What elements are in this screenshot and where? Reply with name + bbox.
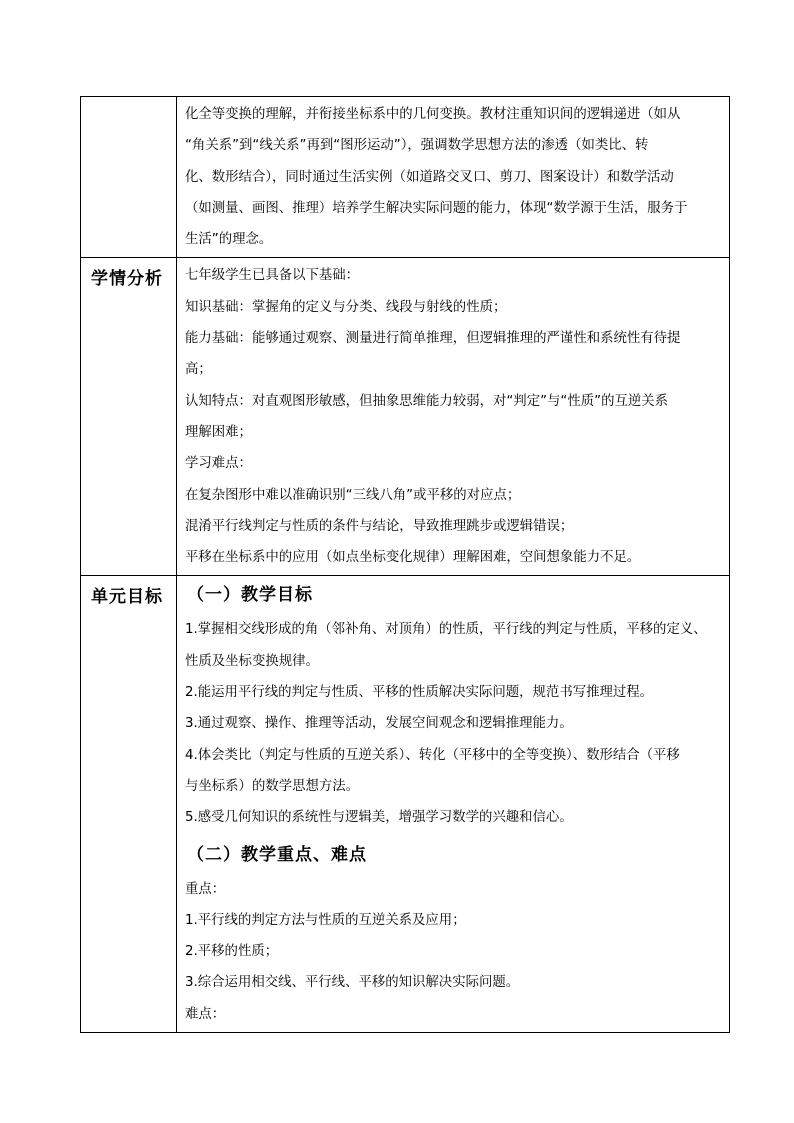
row-content-cell — [177, 258, 730, 576]
textbook-analysis-text — [177, 97, 729, 257]
objective-line: 性质及坐标变换规律。 — [185, 653, 319, 669]
text-line: 知识基础：掌握角的定义与分类、线段与射线的性质； — [185, 299, 507, 315]
objective-line: 3.通过观察、操作、推理等活动，发展空间观念和逻辑推理能力。 — [185, 716, 573, 732]
objective-line: 4.体会类比（判定与性质的互逆关系）、转化（平移中的全等变换）、数形结合（平移 — [185, 747, 680, 763]
text-line: 能力基础：能够通过观察、测量进行简单推理，但逻辑推理的严谨性和系统性有待提 — [185, 331, 681, 347]
row-content-cell — [177, 576, 730, 1033]
row-content-cell — [177, 97, 730, 258]
unit-goals-label: 单元目标 — [91, 587, 163, 608]
row-label-cell — [81, 576, 177, 1033]
objective-line: 2.能运用平行线的判定与性质、平移的性质解决实际问题，规范书写推理过程。 — [185, 685, 654, 701]
key-points-list — [177, 872, 729, 1032]
teaching-objectives-heading: （一）教学目标 — [187, 585, 313, 606]
text-line: 七年级学生已具备以下基础： — [185, 268, 360, 284]
table-row-textbook-analysis — [81, 97, 730, 258]
text-line: 生活”的理念。 — [185, 232, 273, 248]
key-point-line: 难点： — [185, 1006, 226, 1022]
text-line: “角关系”到“线关系”再到“图形运动”），强调数学思想方法的渗透（如类比、转 — [185, 138, 649, 154]
text-line: 理解困难； — [185, 424, 252, 440]
text-line: 化、数形结合），同时通过生活实例（如道路交叉口、剪刀、图案设计）和数学活动 — [185, 169, 674, 185]
lesson-plan-table — [80, 96, 730, 1033]
text-line: （如测量、画图、推理）培养学生解决实际问题的能力，体现“数学源于生活，服务于 — [185, 200, 688, 216]
row-label-cell — [81, 258, 177, 576]
teaching-objectives-list — [177, 612, 729, 835]
learner-analysis-text — [177, 258, 729, 575]
text-line: 学习难点： — [185, 456, 252, 472]
objective-line: 1.掌握相交线形成的角（邻补角、对顶角）的性质，平行线的判定与性质，平移的定义、 — [185, 622, 707, 638]
text-line: 平移在坐标系中的应用（如点坐标变化规律）理解困难，空间想象能力不足。 — [185, 550, 641, 566]
text-line: 高； — [185, 362, 212, 378]
objective-line: 与坐标系）的数学思想方法。 — [185, 778, 360, 794]
text-line: 混淆平行线判定与性质的条件与结论，导致推理跳步或逻辑错误； — [185, 518, 574, 534]
row-label-cell — [81, 97, 177, 258]
key-point-line: 2.平移的性质； — [185, 944, 279, 960]
key-point-line: 1.平行线的判定方法与性质的互逆关系及应用； — [185, 912, 466, 928]
key-difficult-points-heading: （二）教学重点、难点 — [187, 844, 367, 865]
key-point-line: 重点： — [185, 881, 226, 897]
learner-analysis-label: 学情分析 — [91, 269, 163, 290]
text-line: 化全等变换的理解，并衔接坐标系中的几何变换。教材注重知识间的逻辑递进（如从 — [185, 107, 681, 122]
row-label — [81, 97, 176, 105]
table-row-learner-analysis — [81, 258, 730, 576]
table-row-unit-goals — [81, 576, 730, 1033]
key-point-line: 3.综合运用相交线、平行线、平移的知识解决实际问题。 — [185, 975, 520, 991]
objective-line: 5.感受几何知识的系统性与逻辑美，增强学习数学的兴趣和信心。 — [185, 810, 573, 826]
text-line: 在复杂图形中难以准确识别“三线八角”或平移的对应点； — [185, 487, 521, 503]
text-line: 认知特点：对直观图形敏感，但抽象思维能力较弱，对“判定”与“性质”的互逆关系 — [185, 393, 669, 409]
